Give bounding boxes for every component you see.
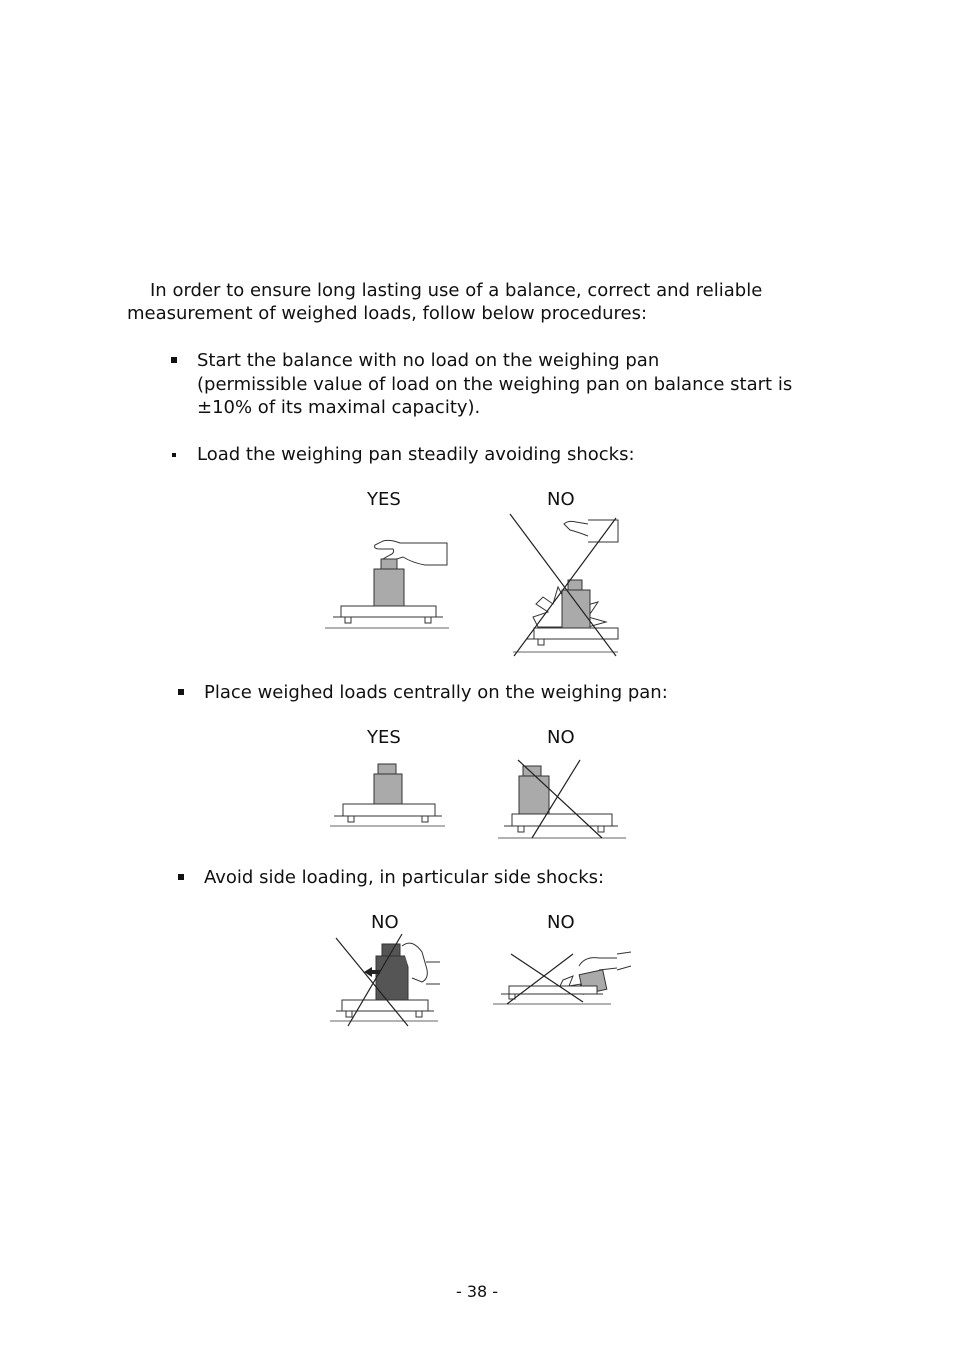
bullet-marker xyxy=(178,689,184,695)
bullet-1-line-1: Start the balance with no load on the weighing pan xyxy=(197,350,660,371)
side-loading-illustration xyxy=(330,932,442,1028)
figure-2-no-label: NO xyxy=(547,727,575,748)
side-shock-illustration xyxy=(493,950,635,1008)
figure-2-yes-label: YES xyxy=(367,727,401,748)
bullet-1-line-2: (permissible value of load on the weighing pan on balance start is xyxy=(197,374,793,395)
bullet-3-text: Place weighed loads centrally on the weighing pan: xyxy=(204,682,668,703)
intro-line-2: measurement of weighed loads, follow below procedures: xyxy=(127,303,648,324)
bullet-4-text: Avoid side loading, in particular side shocks: xyxy=(204,867,605,888)
bullet-marker xyxy=(172,453,176,457)
dropping-load-illustration xyxy=(508,512,618,658)
figure-3-no-label-left: NO xyxy=(371,912,399,933)
figure-3-no-label-right: NO xyxy=(547,912,575,933)
bullet-marker xyxy=(171,357,177,363)
steady-loading-illustration xyxy=(325,535,455,635)
page-number: - 38 - xyxy=(455,1282,499,1301)
bullet-marker xyxy=(178,874,184,880)
bullet-1-line-3: ±10% of its maximal capacity). xyxy=(197,397,481,418)
bullet-2-text: Load the weighing pan steadily avoiding shocks: xyxy=(197,444,635,465)
centered-load-illustration xyxy=(330,760,445,832)
figure-1-no-label: NO xyxy=(547,489,575,510)
off-center-load-illustration xyxy=(498,758,626,842)
figure-1-yes-label: YES xyxy=(367,489,401,510)
intro-line-1: In order to ensure long lasting use of a balance, correct and reliable xyxy=(150,280,763,301)
